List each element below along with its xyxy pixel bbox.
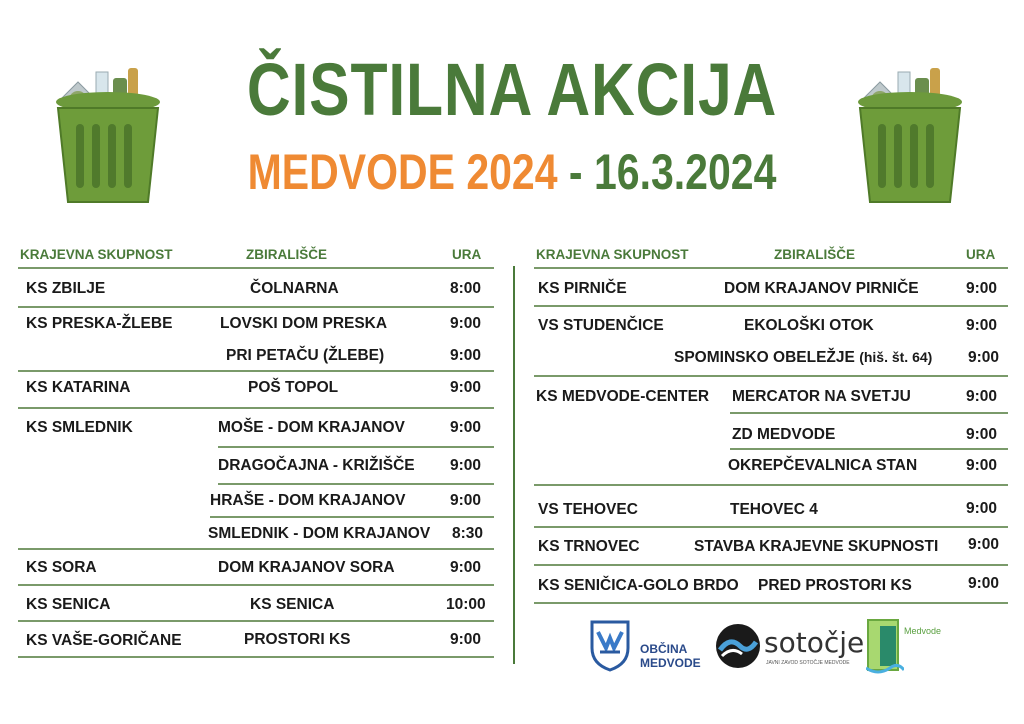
table-row-location: PRI PETAČU (ŽLEBE) — [226, 347, 385, 364]
obcina-text: OBČINA — [640, 642, 688, 656]
table-row-time: 9:00 — [450, 559, 482, 576]
table-row-time: 9:00 — [968, 349, 1000, 366]
header-time: URA — [966, 247, 996, 262]
table-row-time: 9:00 — [966, 426, 998, 443]
table-row-location: OKREPČEVALNICA STAN — [728, 457, 918, 474]
table-header — [534, 244, 1008, 268]
table-row-location: HRAŠE - DOM KRAJANOV — [210, 492, 406, 509]
header-location: ZBIRALIŠČE — [774, 247, 855, 262]
table-row-location: MOŠE - DOM KRAJANOV — [218, 419, 405, 436]
table-row-location: DRAGOČAJNA - KRIŽIŠČE — [218, 457, 415, 474]
table-row-community: KS SENICA — [26, 596, 111, 613]
sotocje-text: sotočje — [764, 626, 865, 659]
table-row-time: 9:00 — [450, 631, 482, 648]
table-row-location: POŠ TOPOL — [248, 379, 339, 396]
medvode-logo-text: Medvode — [904, 626, 942, 636]
table-row-time: 9:00 — [968, 536, 1000, 553]
table-row-time: 9:00 — [966, 500, 998, 517]
table-row-time: 9:00 — [450, 379, 482, 396]
medvode-tourism-logo — [866, 618, 956, 682]
table-row-community: KS PRESKA-ŽLEBE — [26, 315, 173, 332]
table-row-location: PROSTORI KS — [244, 631, 351, 648]
table-row-location: SPOMINSKO OBELEŽJE (hiš. št. 64) — [674, 349, 933, 366]
table-row-community: VS STUDENČICE — [538, 317, 664, 334]
table-row-time: 8:00 — [450, 280, 482, 297]
table-row-location: LOVSKI DOM PRESKA — [220, 315, 388, 332]
header-time: URA — [452, 247, 482, 262]
table-row-time: 10:00 — [446, 596, 486, 613]
table-row-community: KS SORA — [26, 559, 97, 576]
trash-bin-icon — [48, 62, 168, 212]
shield-icon — [588, 618, 632, 672]
table-row-time: 9:00 — [966, 457, 998, 474]
table-row-time: 9:00 — [966, 317, 998, 334]
table-row-time: 8:30 — [452, 525, 484, 542]
obcina-medvode-logo — [588, 618, 708, 672]
medvode-text: MEDVODE — [640, 656, 701, 670]
table-row-location: DOM KRAJANOV PIRNIČE — [724, 280, 919, 297]
header-location: ZBIRALIŠČE — [246, 247, 327, 262]
schedule-table-right — [534, 244, 1008, 614]
table-row-community: KS MEDVODE-CENTER — [536, 388, 710, 405]
table-row-location: ČOLNARNA — [250, 280, 339, 297]
table-row-time: 9:00 — [450, 492, 482, 509]
table-row-location: ZD MEDVODE — [732, 426, 836, 443]
table-row-community: KS ZBILJE — [26, 280, 106, 297]
table-row-location: PRED PROSTORI KS — [758, 577, 912, 594]
table-row-location: MERCATOR NA SVETJU — [732, 388, 911, 405]
table-row-community: KS KATARINA — [26, 379, 131, 396]
trash-bin-icon — [850, 62, 970, 212]
table-row-location: DOM KRAJANOV SORA — [218, 559, 395, 576]
table-header — [18, 244, 494, 268]
schedule-table-left — [18, 244, 494, 664]
door-icon — [866, 618, 904, 678]
wave-circle-icon — [714, 622, 762, 670]
table-row-time: 9:00 — [450, 419, 482, 436]
table-row-community: KS PIRNIČE — [538, 280, 627, 297]
table-row-community: KS SMLEDNIK — [26, 419, 133, 436]
location-note: (hiš. št. 64) — [859, 349, 933, 365]
table-row-location: TEHOVEC 4 — [730, 501, 818, 518]
table-row-location: SMLEDNIK - DOM KRAJANOV — [208, 525, 431, 542]
subtitle-event: MEDVODE 2024 — [247, 144, 558, 200]
sotocje-subtext: JAVNI ZAVOD SOTOČJE MEDVODE — [766, 660, 850, 666]
table-row-time: 9:00 — [966, 280, 998, 297]
table-row-time: 9:00 — [450, 347, 482, 364]
table-row-community: VS TEHOVEC — [538, 501, 638, 518]
header-community: KRAJEVNA SKUPNOST — [536, 247, 689, 262]
table-row-location: STAVBA KRAJEVNE SKUPNOSTI — [694, 538, 939, 555]
sotocje-logo — [714, 622, 865, 674]
table-row-time: 9:00 — [450, 315, 482, 332]
page-subtitle — [92, 142, 932, 202]
table-row-time: 9:00 — [968, 575, 1000, 592]
column-divider — [513, 266, 515, 664]
table-row-time: 9:00 — [966, 388, 998, 405]
table-row-location: EKOLOŠKI OTOK — [744, 317, 874, 334]
table-row-community: KS SENIČICA-GOLO BRDO — [538, 577, 739, 594]
page-title: ČISTILNA AKCIJA — [246, 48, 778, 131]
table-row-community: KS VAŠE-GORIČANE — [26, 632, 182, 649]
header-community: KRAJEVNA SKUPNOST — [20, 247, 173, 262]
subtitle-date: - 16.3.2024 — [557, 144, 777, 200]
table-row-community: KS TRNOVEC — [538, 538, 640, 555]
table-row-time: 9:00 — [450, 457, 482, 474]
table-row-location: KS SENICA — [250, 596, 335, 613]
